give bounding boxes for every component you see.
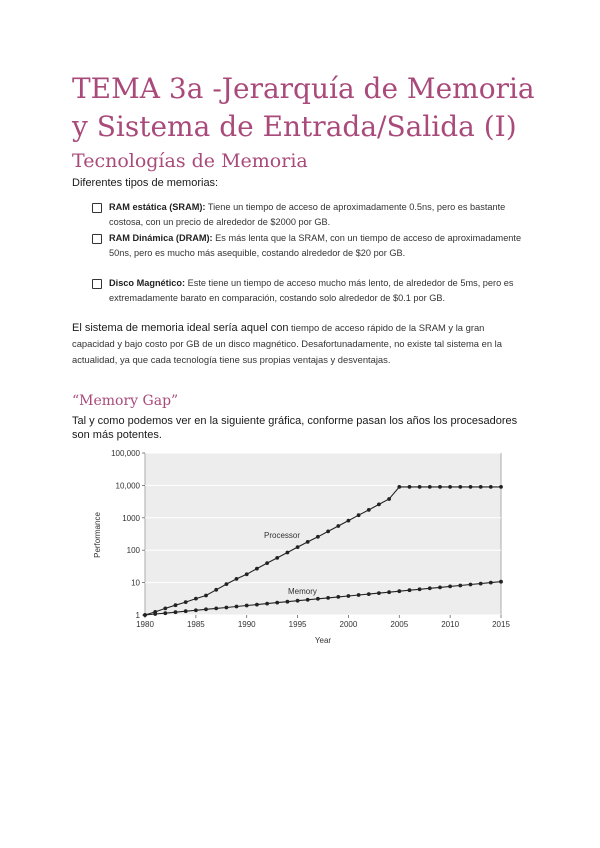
- data-point-processor: [387, 497, 391, 501]
- checklist-item-sram: [92, 200, 522, 230]
- data-point-processor: [448, 485, 452, 489]
- data-point-memory: [255, 603, 259, 607]
- data-point-processor: [347, 519, 351, 523]
- data-point-processor: [469, 485, 473, 489]
- data-point-memory: [418, 587, 422, 591]
- data-point-memory: [397, 589, 401, 593]
- data-point-memory: [174, 610, 178, 614]
- data-point-processor: [163, 607, 167, 611]
- checklist-item-magnetic-disk: [92, 276, 522, 306]
- data-point-memory: [316, 597, 320, 601]
- x-tick-label: 1990: [237, 620, 256, 629]
- data-point-memory: [357, 593, 361, 597]
- section-heading-memory-technologies: Tecnologías de Memoria: [72, 150, 308, 172]
- data-point-processor: [296, 545, 300, 549]
- data-point-memory: [225, 606, 229, 610]
- y-tick-label: 10,000: [115, 481, 140, 491]
- paragraph-rest: tiempo de acceso rápido de la SRAM y la gran capacidad y bajo costo por GB de un disco magnético. Desafortunadamente, no existe tal sistema en la actualidad, ya que cada tecnología tiene sus propias ventajas y desventajas.: [72, 322, 502, 365]
- data-point-memory: [306, 598, 310, 602]
- data-point-processor: [174, 603, 178, 607]
- data-point-memory: [336, 595, 340, 599]
- item-text: Este tiene un tiempo de acceso mucho más lento, de alrededor de 5ms, pero es extremadamente barato en comparación, costando solo alrededor de $0.1 por GB.: [109, 278, 514, 303]
- memory-gap-chart: [90, 445, 510, 650]
- data-point-memory: [245, 604, 249, 608]
- item-label: RAM estática (SRAM):: [109, 202, 206, 212]
- data-point-processor: [336, 524, 340, 528]
- ideal-memory-paragraph: [72, 320, 522, 368]
- data-point-memory: [428, 586, 432, 590]
- data-point-memory: [265, 602, 269, 606]
- data-point-processor: [499, 485, 503, 489]
- item-text: Es más lenta que la SRAM, con un tiempo de acceso de aproximadamente 50ns, pero es mucho más asequible, costando alrededor de $20 por GB.: [109, 233, 522, 258]
- data-point-processor: [316, 535, 320, 539]
- data-point-memory: [153, 612, 157, 616]
- item-label: RAM Dinámica (DRAM):: [109, 233, 213, 243]
- data-point-processor: [397, 485, 401, 489]
- data-point-processor: [214, 588, 218, 592]
- data-point-processor: [326, 530, 330, 534]
- data-point-processor: [458, 485, 462, 489]
- y-tick-label: 10: [131, 578, 140, 588]
- data-point-processor: [265, 561, 269, 565]
- checkbox[interactable]: [92, 203, 102, 213]
- section-heading-memory-gap: “Memory Gap”: [72, 393, 179, 409]
- x-tick-label: 1995: [288, 620, 307, 629]
- x-tick-label: 2015: [492, 620, 510, 629]
- item-label: Disco Magnético:: [109, 278, 186, 288]
- data-point-processor: [286, 551, 290, 555]
- data-point-memory: [408, 588, 412, 592]
- data-point-memory: [438, 586, 442, 590]
- data-point-memory: [326, 596, 330, 600]
- y-tick-label: 100,000: [111, 449, 140, 458]
- data-point-processor: [479, 485, 483, 489]
- data-point-memory: [367, 592, 371, 596]
- data-point-memory: [296, 599, 300, 603]
- checkbox[interactable]: [92, 279, 102, 289]
- checkbox[interactable]: [92, 234, 102, 244]
- data-point-processor: [184, 600, 188, 604]
- x-tick-label: 2005: [390, 620, 409, 629]
- data-point-memory: [479, 582, 483, 586]
- data-point-processor: [225, 582, 229, 586]
- data-point-memory: [194, 608, 198, 612]
- data-point-memory: [235, 605, 239, 609]
- data-point-processor: [306, 540, 310, 544]
- data-point-memory: [347, 594, 351, 598]
- y-tick-label: 1000: [122, 513, 140, 523]
- data-point-memory: [286, 600, 290, 604]
- annotation-processor: Processor: [264, 531, 301, 540]
- annotation-memory: Memory: [288, 587, 317, 596]
- data-point-processor: [204, 594, 208, 598]
- data-point-memory: [489, 581, 493, 585]
- data-point-processor: [255, 567, 259, 571]
- data-point-memory: [214, 607, 218, 611]
- data-point-processor: [418, 485, 422, 489]
- data-point-processor: [408, 485, 412, 489]
- x-tick-label: 1980: [136, 620, 154, 629]
- intro-text: Diferentes tipos de memorias:: [72, 177, 219, 189]
- data-point-memory: [184, 609, 188, 613]
- y-axis-label: Performance: [93, 512, 102, 558]
- y-tick-label: 1: [135, 611, 140, 620]
- x-axis-ticks: [136, 615, 510, 629]
- x-tick-label: 2010: [441, 620, 460, 629]
- data-point-processor: [275, 556, 279, 560]
- data-point-memory: [458, 584, 462, 588]
- data-point-processor: [194, 597, 198, 601]
- data-point-memory: [204, 607, 208, 611]
- page-title: TEMA 3a -Jerarquía de Memoria y Sistema de Entrada/Salida (I): [72, 72, 535, 143]
- data-point-memory: [377, 591, 381, 595]
- item-text: Tiene un tiempo de acceso de aproximadamente 0.5ns, pero es bastante costosa, con un precio de alrededor de $2000 por GB.: [109, 202, 506, 227]
- paragraph-lead: El sistema de memoria ideal sería aquel con: [72, 322, 289, 334]
- data-point-processor: [377, 503, 381, 507]
- memory-gap-paragraph: Tal y como podemos ver en la siguiente gráfica, conforme pasan los años los procesadores son más potentes.: [72, 415, 518, 441]
- data-point-processor: [438, 485, 442, 489]
- y-axis-ticks: [111, 449, 145, 620]
- data-point-processor: [235, 577, 239, 581]
- data-point-memory: [143, 613, 147, 617]
- data-point-processor: [489, 485, 493, 489]
- data-point-memory: [387, 590, 391, 594]
- y-tick-label: 100: [126, 546, 140, 556]
- data-point-memory: [469, 583, 473, 587]
- data-point-processor: [357, 513, 361, 517]
- x-tick-label: 2000: [339, 620, 358, 629]
- checklist-item-dram: [92, 231, 522, 261]
- x-axis-label: Year: [314, 636, 332, 645]
- data-point-processor: [367, 508, 371, 512]
- data-point-memory: [163, 611, 167, 615]
- data-point-memory: [499, 580, 503, 584]
- data-point-memory: [275, 601, 279, 605]
- data-point-memory: [448, 585, 452, 589]
- data-point-processor: [428, 485, 432, 489]
- data-point-processor: [245, 572, 249, 576]
- x-tick-label: 1985: [186, 620, 205, 629]
